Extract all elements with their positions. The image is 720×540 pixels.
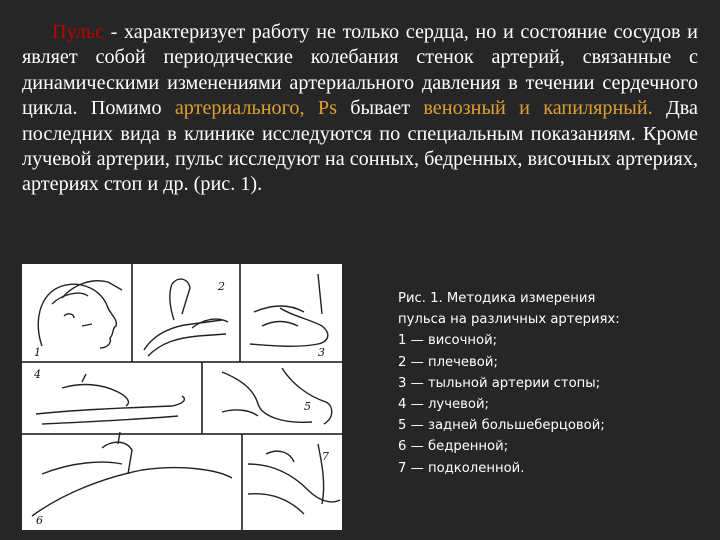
figure-label-3: 3 bbox=[318, 346, 325, 359]
caption-line: 6 — бедренной; bbox=[398, 439, 509, 455]
paragraph-text-3: Два последних вида в клинике исследуются по специальным показаниям. Кроме лучевой артерии, пульс исследуют на сонных, бедренных, височных артериях, артериях стоп и др. (рис. 1). bbox=[22, 97, 699, 196]
caption-line: пульса на различных артериях: bbox=[398, 312, 620, 328]
figure-label-7: 7 bbox=[322, 450, 329, 463]
caption-line: 4 — лучевой; bbox=[398, 397, 489, 413]
main-paragraph bbox=[22, 20, 698, 198]
caption-line: 5 — задней большеберцовой; bbox=[398, 418, 605, 434]
venous-capillary-highlight: венозный и капилярный. bbox=[423, 97, 653, 120]
paragraph-text-2: бывает bbox=[336, 97, 424, 120]
figure-illustration bbox=[22, 264, 342, 530]
caption-line: 3 — тыльной артерии стопы; bbox=[398, 375, 601, 391]
figure-caption bbox=[398, 288, 698, 479]
figure-label-4: 4 bbox=[34, 368, 41, 381]
figure-label-5: 5 bbox=[304, 400, 311, 413]
figure-label-1: 1 bbox=[34, 346, 41, 359]
figure-label-6: 6 bbox=[36, 514, 43, 527]
caption-line: Рис. 1. Методика измерения bbox=[398, 291, 596, 306]
arterial-pulse-highlight: артериального, Ps bbox=[174, 97, 337, 120]
caption-line: 7 — подколенной. bbox=[398, 460, 525, 476]
term-pulse: Пульс bbox=[52, 21, 105, 43]
figure-label-2: 2 bbox=[218, 280, 225, 293]
pulse-measurement-figure bbox=[22, 264, 342, 530]
caption-line: 1 — височной; bbox=[398, 333, 498, 349]
caption-line: 2 — плечевой; bbox=[398, 354, 498, 370]
paragraph-text-1: - характеризует работу не только сердца, но и состояние сосудов и являет собой периодические колебания стенок артерий, связанные с динамическими изменениями артериального давления в течении сердечного цикла. Помимо bbox=[22, 21, 698, 120]
